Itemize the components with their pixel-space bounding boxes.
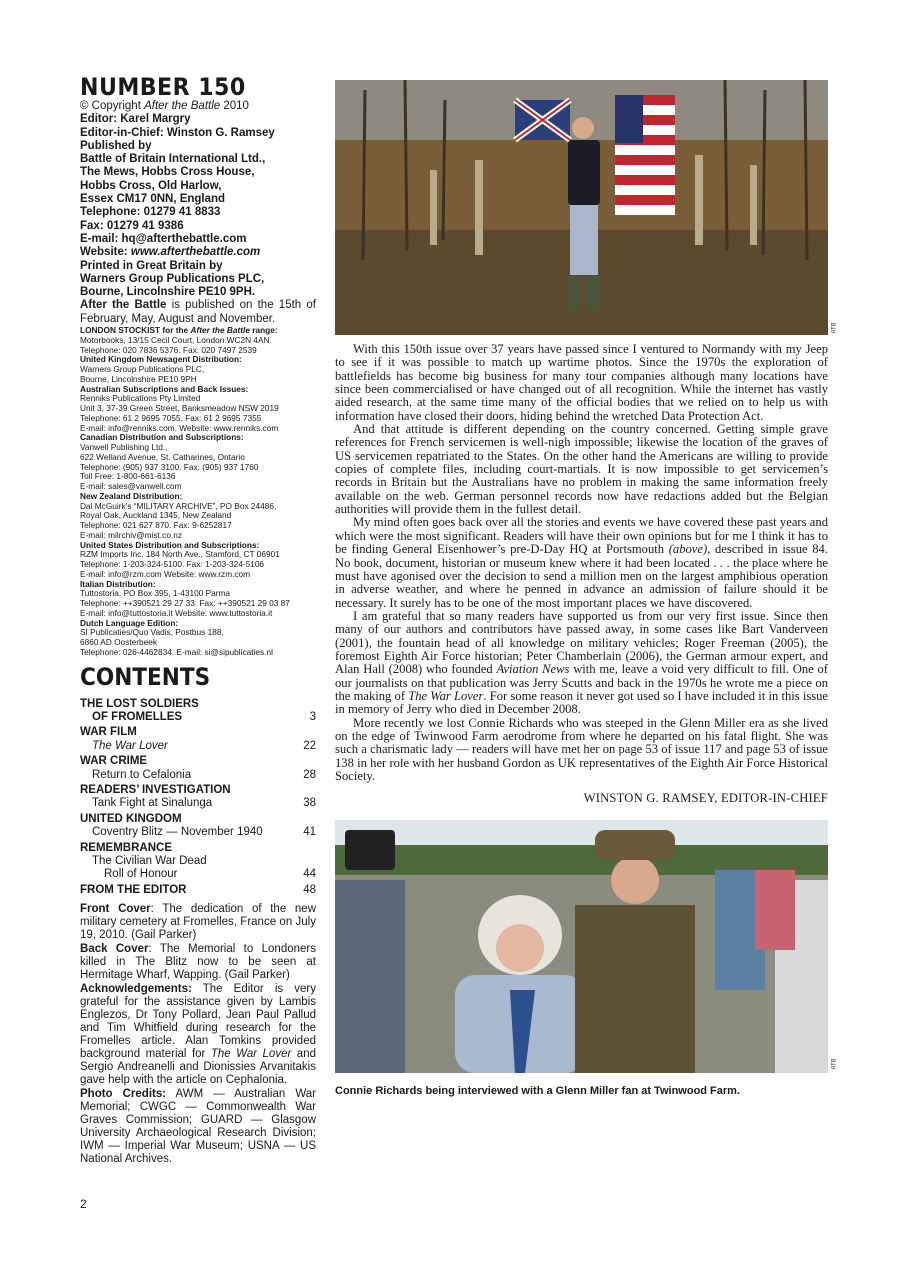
distribution-line: Bourne, Lincolnshire PE10 9PH: [80, 373, 197, 384]
toc-page-number: 28: [303, 768, 316, 781]
photo-credit: ATB: [831, 1058, 838, 1070]
stockist-head: LONDON STOCKIST for the After the Battle range:: [80, 325, 278, 336]
distribution-line: E-mail: info@renniks.com. Website: www.renniks.com: [80, 422, 279, 433]
publisher-line: Fax: 01279 41 9386: [80, 219, 184, 232]
editorial-text: [335, 343, 828, 783]
toc-entry[interactable]: FROM THE EDITOR 48: [80, 883, 316, 896]
toc-section-head: UNITED KINGDOM: [80, 812, 182, 825]
distribution-line: RZM Imports Inc, 184 North Ave., Stamford, CT 06901: [80, 549, 280, 560]
editorial-column: [335, 80, 838, 1098]
toc-section-head: WAR CRIME: [80, 755, 148, 768]
photo-twinwood-farm-image: [335, 820, 828, 1073]
distribution-line: E-mail: sales@vanwell.com: [80, 481, 182, 492]
toc-entry[interactable]: [80, 769, 316, 782]
masthead-column: NUMBER 150 © Copyright After the Battle 2010 Editor: Karel Margry Editor-in-Chief: Winston G. Ramsey Published by Battle of Britain International Ltd., The Mews, Hobbs Cross House, Hobbs Cross, Old Harlow, Essex CM17 0NN, England Telephone: 01279 41 8833 Fax: 01279 41 9386 E-mail: hq@afterthebattle.com Website: www.afterthebattle.com Printed in Great Britain by Warners Group Publications PLC, Bourne, Lincolnshire PE10 9PH. After the Battle is published on the 15th of February, May, August and November. LONDON STOCKIST for the After the Battle range: Motorbooks, 13/15 Cecil Court, London WC2N 4AN Telephone: 020 7836 5376. Fax: 020 7497 2539 United Kingdom Newsagent Distribution: Warners Group Publications PLC, Bourne, Lincolnshire PE10 9PH Australian Subscriptions and Back Issues: Renniks Publications Pty Limited Unit 3, 37-39 Green Street, Banksmeadow NSW 2019 Telephone: 61 2 9695 7055. Fax: 61 2 9695 7355 E-mail: info@renniks.com. Website: www.renniks.com Canadian Distribution and Subscriptions: Vanwell Publishing Ltd., 622 Welland Avenue, St. Catharines, Ontario Telephone: (905) 937 3100. Fax: (905) 937 1760 Toll Free: 1-800-661-6136 E-mail: sales@vanwell.com New Zealand Distribution: Dal McGuirk’s “MILITARY ARCHIVE”, PO Box 24486, Royal Oak, Auckland 1345, New Zealand Telephone: 021 627 870. Fax: 9-6252817 E-mail: milrchiv@mist.co.nz United States Distribution and Subscriptions: RZM Imports Inc, 184 North Ave., Stamford, CT 06901 Telephone: 1-203-324-5100. Fax: 1-203-324-5106 E-mail: info@rzm.com Website: www.rzm.com Italian Distribution: Tuttostoria, PO Box 395, 1-43100 Parma Telephone: ++390521 29 27 33. Fax: ++390521 29 03 87 E-mail: info@tuttostoria.it Website: www.tuttostoria.it Dutch Language Edition: SI Publicaties/Quo Vadis, Postbus 188, 6860 AD Oosterbeek Telephone: 026-4462834. E-mail: si@sipublicaties.nl CONTENTS THE LOST SOLDIERS OF FROMELLES 3 WAR FILM The War Lover 22 WAR CRIME Return to Cefalonia 28 READERS’ INVESTIGATION Tank Fight at Sinalunga 38 UNITED KINGDOM Coventry Blitz — November 1940 41 REMEMBRANCE The Civilian War Dead Roll of Honour 44 FROM THE EDITOR 48 Front Cover: The dedication of the new military cemetery at Fromelles, France on July 19, 2010. (Gail Parker) Back Cover: The Memorial to Londoners killed in The Blitz now to be seen at Hermitage Wharf, Wapping. (Gail Parker) Acknowledgements: The Editor is very grateful for the assistance given by Lambis Englezos, Dr Tony Pollard, Jean Paul Pallud and Tim Whitfield during research for the Fromelles article. Alan Tomkins provided background material for The War Lover and Sergio Andreanelli and Dionissies Arvanitakis gave help with the article on Cephalonia. Photo Credits: AWM — Australian War Memorial; CWGC — Commonwealth War Graves Commission; GUARD — Glasgow University Archaeological Research Division; IWM — Imperial War Museum; USNA — US National Archives.: [80, 73, 317, 1166]
toc-page-number: 22: [303, 739, 316, 752]
toc-entry-title: Tank Fight at Sinalunga: [92, 797, 213, 810]
distribution-line: Royal Oak, Auckland 1345, New Zealand: [80, 510, 232, 521]
distribution-head: Australian Subscriptions and Back Issues:: [80, 383, 249, 394]
page-number: 2: [80, 1197, 87, 1211]
distribution-line: 6860 AD Oosterbeek: [80, 637, 158, 648]
toc-entry-title: Return to Cefalonia: [92, 768, 192, 781]
distribution-head: Canadian Distribution and Subscriptions:: [80, 432, 244, 443]
distribution-line: Telephone: 026-4462834. E-mail: si@sipublicaties.nl: [80, 646, 273, 657]
publisher-line: Battle of Britain International Ltd.,: [80, 153, 266, 166]
distribution-list: [80, 355, 316, 657]
distribution-head: Dutch Language Edition:: [80, 617, 179, 628]
distribution-line: E-mail: milrchiv@mist.co.nz: [80, 529, 183, 540]
toc-page-number: 44: [303, 868, 316, 881]
toc-page-number: 41: [303, 826, 316, 839]
toc-entry[interactable]: [80, 797, 316, 810]
distribution-line: Dal McGuirk’s “MILITARY ARCHIVE”, PO Box 24486,: [80, 500, 277, 511]
distribution-line: Warners Group Publications PLC,: [80, 364, 205, 375]
website-link[interactable]: www.afterthebattle.com: [130, 246, 261, 259]
acknowledgements: Acknowledgements: The Editor is very grateful for the assistance given by Lambis Englezos, Dr Tony Pollard, Jean Paul Pallud and Tim Whitfield during research for the Fromelles article. Alan Tomkins provided background material for The War Lover and Sergio Andreanelli and Dionissies Arvanitakis gave help with the article on Cephalonia.: [80, 983, 316, 1087]
publisher-line: The Mews, Hobbs Cross House,: [80, 166, 255, 179]
photo-credit: ATB: [831, 322, 838, 334]
issue-title: NUMBER 150: [80, 73, 246, 101]
toc-entry[interactable]: [80, 868, 316, 881]
toc-entry[interactable]: [80, 711, 316, 724]
distribution-line: Telephone: 61 2 9695 7055. Fax: 61 2 9695 7355: [80, 412, 262, 423]
publisher-line: Essex CM17 0NN, England: [80, 193, 226, 206]
distribution-line: E-mail: info@rzm.com Website: www.rzm.com: [80, 568, 251, 579]
editor-signature: WINSTON G. RAMSEY, EDITOR-IN-CHIEF: [583, 791, 828, 806]
cover-notes: [80, 903, 316, 1166]
publisher-line: Published by: [80, 139, 152, 152]
paragraph: With this 150th issue over 37 years have passed since I ventured to Normandy with my Jeep to see if it was possible to match up wartime photos. Since the 1970s the exploration of battlefields has become big business for many tour companies although many locations have since been commercialised or have changed out of all recognition. While the internet has vastly aided research, at the same time many of the official bodies that we relied on to help us with information have closed their doors, hiding behind the wretched Data Protection Act.: [335, 342, 828, 423]
photo-credits: Photo Credits: AWM — Australian War Memorial; CWGC — Commonwealth War Graves Commission; GUARD — Glasgow University Archaeological Research Division; IWM — Imperial War Museum; USNA — US National Archives.: [80, 1088, 316, 1166]
toc-entry-title: The Civilian War Dead: [92, 855, 207, 868]
distribution-line: Renniks Publications Pty Limited: [80, 393, 201, 404]
distribution-head: United Kingdom Newsagent Distribution:: [80, 354, 242, 365]
distribution-line: Toll Free: 1-800-661-6136: [80, 471, 176, 482]
photo-caption: Connie Richards being interviewed with a Glenn Miller fan at Twinwood Farm.: [335, 1085, 741, 1098]
distribution-head: United States Distribution and Subscriptions:: [80, 539, 260, 550]
front-cover-note: Front Cover: The dedication of the new military cemetery at Fromelles, France on July 19, 2010. (Gail Parker): [80, 903, 317, 942]
toc-section-head: WAR FILM: [80, 726, 137, 739]
toc-section-head: READERS’ INVESTIGATION: [80, 783, 231, 796]
toc-entry-title: Roll of Honour: [104, 868, 178, 881]
toc-section-head: THE LOST SOLDIERS: [80, 697, 199, 710]
photo-twinwood-farm: [335, 820, 838, 1073]
distribution-line: Unit 3, 37-39 Green Street, Banksmeadow NSW 2019: [80, 403, 279, 414]
editor-in-chief: Editor-in-Chief: Winston G. Ramsey: [80, 126, 275, 139]
distribution-line: Telephone: ++390521 29 27 33. Fax: ++390521 29 03 87: [80, 598, 290, 609]
printer-block: Printed in Great Britain by Warners Group Publications PLC, Bourne, Lincolnshire PE10 9PH.: [80, 259, 265, 299]
paragraph: More recently we lost Connie Richards who was steeped in the Glenn Miller era as she lived on the edge of Twinwood Farm aerodrome from where he departed on his fatal flight. She was such a charismatic lady — readers will have met her on page 53 of issue 117 and page 53 of issue 138 in her role with her husband Gordon as UK representatives of the Eighth Air Force Historical Society.: [335, 715, 828, 783]
toc-entry[interactable]: [80, 826, 316, 839]
distribution-line: Vanwell Publishing Ltd.,: [80, 442, 168, 453]
contents-title: CONTENTS: [80, 662, 211, 691]
toc-entry-title: Coventry Blitz — November 1940: [92, 826, 263, 839]
toc-page-number: 38: [303, 797, 316, 810]
publisher-line: Hobbs Cross, Old Harlow,: [80, 179, 222, 192]
toc-page-number: 48: [303, 883, 316, 896]
publisher-line: Telephone: 01279 41 8833: [80, 206, 221, 219]
photo-man-with-flags: [335, 80, 838, 335]
distribution-line: SI Publicaties/Quo Vadis, Postbus 188,: [80, 627, 224, 638]
back-cover-note: Back Cover: The Memorial to Londoners killed in The Blitz now to be seen at Hermitage Wharf, Wapping. (Gail Parker): [80, 943, 316, 982]
toc-entry-title: OF FROMELLES: [92, 710, 183, 723]
toc-entry-title: The War Lover: [92, 739, 168, 752]
paragraph: And that attitude is different depending on the country concerned. Getting simple grave references for French servicemen is well-nigh impossible; likewise the location of the graves of US servicemen repatriated to the States. On the other hand the Americans are willing to provide copies of complete files, including court-martials. It is now impossible to get servicemen’s records in Britain but the Australians have no problem in making the same information freely available on the web. German personnel records now have redactions added but the Belgian authorities will provide them in the fullest detail.: [335, 422, 828, 517]
toc-section-head: REMEMBRANCE: [80, 841, 172, 854]
distribution-head: New Zealand Distribution:: [80, 490, 183, 501]
distribution-line: Telephone: 021 627 870. Fax: 9-6252817: [80, 520, 232, 531]
toc-entry[interactable]: [80, 855, 316, 868]
paragraph: I am grateful that so many readers have supported us from our very first issue. Since then many of our authors and contributors have passed away, in some cases like Bart Vanderveen (2001), the fountain head of all knowledge on military vehicles; Roger Freeman (2005), the foremost Eighth Air Force historian; Peter Chamberlain (2006), the German armour expert, and Alan Hall (2008) who founded Aviation News with me, leave a void very difficult to fill. One of our journalists on that publication was Jerry Scutts and back in the 1970s he wrote me a piece on the making of The War Lover. For some reason it never got used so I have included it in this issue in memory of Jerry who died in December 2008.: [335, 608, 829, 717]
editor: Editor: Karel Margry: [80, 113, 191, 126]
distribution-line: Tuttostoria, PO Box 395, 1-43100 Parma: [80, 588, 231, 599]
distribution-line: Telephone: (905) 937 3100. Fax: (905) 937 1760: [80, 461, 259, 472]
website: Website: www.afterthebattle.com: [80, 246, 261, 259]
toc-page-number: 3: [309, 710, 316, 723]
table-of-contents: [80, 698, 316, 898]
publisher-email: E-mail: hq@afterthebattle.com: [80, 232, 247, 245]
paragraph: My mind often goes back over all the stories and events we have covered these past years and which were the most significant. Readers will have their own opinions but for me I think it has to be finding General Eisenhower’s pre-D-Day HQ at Portsmouth (above), described in issue 84. No book, document, historian or museum knew where it had been located . . . the place where he must have agonised over the decision to send a million men on the largest amphibious operation in adverse weather, and where he penned in advance an admission of failure should it be necessary. It surely has to be one of the most important places we have discovered.: [335, 515, 828, 610]
distribution-line: Telephone: 1-203-324-5100. Fax: 1-203-324-5106: [80, 559, 265, 570]
distribution-line: 622 Welland Avenue, St. Catharines, Ontario: [80, 451, 245, 462]
distribution-line: E-mail: info@tuttostoria.it Website: www.tuttostoria.it: [80, 607, 273, 618]
publication-schedule: After the Battle is published on the 15th of February, May, August and November.: [80, 299, 316, 325]
toc-entry[interactable]: [80, 740, 316, 753]
distribution-head: Italian Distribution:: [80, 578, 156, 589]
photo-man-with-flags-image: [335, 80, 828, 335]
publisher-block: [80, 140, 316, 246]
copyright: © Copyright After the Battle 2010: [80, 100, 249, 112]
